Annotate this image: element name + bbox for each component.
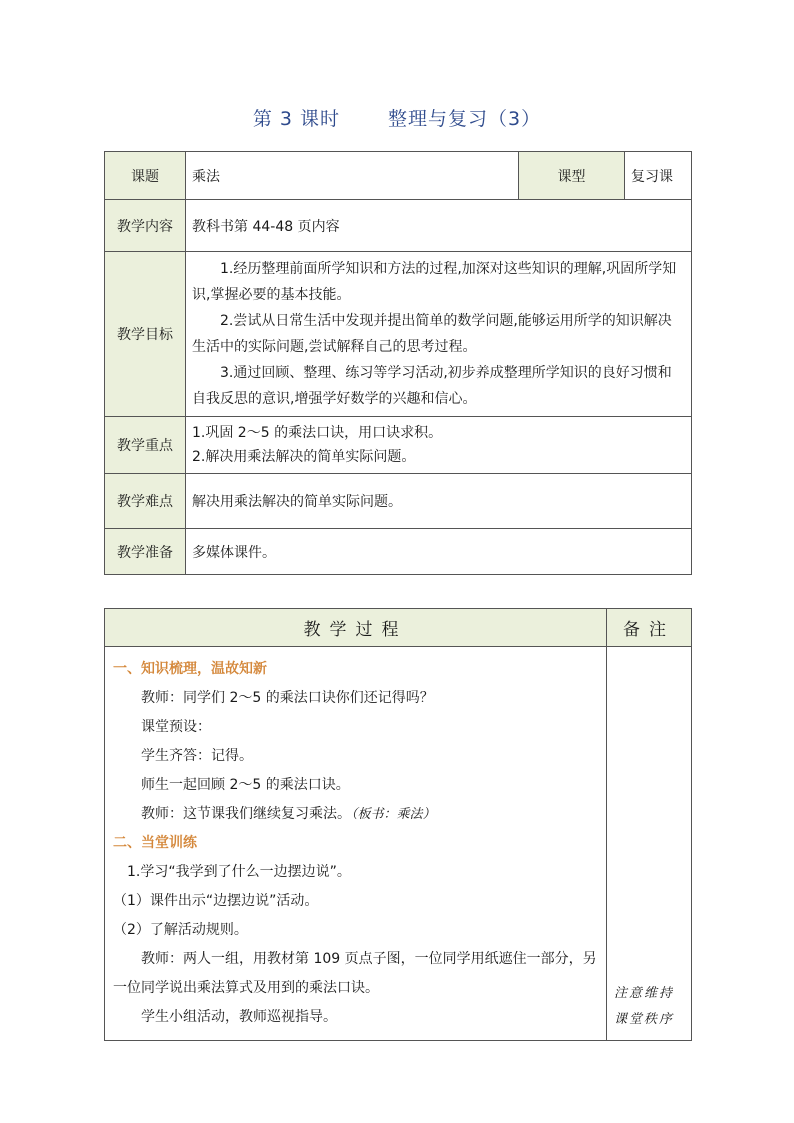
prep-row: [105, 529, 692, 575]
objective-item: 2.尝试从日常生活中发现并提出简单的数学问题,能够运用所学的知识解决生活中的实际问题,尝试解释自己的思考过程。: [192, 313, 672, 355]
lesson-topic: 整理与复习（3）: [388, 108, 542, 130]
keypoints-label: 教学重点: [105, 417, 186, 474]
objectives-cell: [186, 252, 692, 417]
board-note: （板书：乘法）: [351, 807, 436, 822]
student-activity: 学生小组活动，教师巡视指导。: [141, 1009, 337, 1025]
page-title: [0, 104, 794, 131]
content-label: 教学内容: [105, 200, 186, 252]
process-line: 学生齐答：记得。: [141, 748, 253, 764]
lesson-number: 第 3 课时: [252, 108, 341, 130]
process-line-text: 教师：这节课我们继续复习乘法。: [141, 806, 351, 822]
prep-value: 多媒体课件。: [186, 529, 692, 575]
process-line: [113, 800, 598, 829]
process-content: [105, 647, 607, 1041]
note-text: 注意维持课堂秩序: [614, 986, 675, 1027]
process-body-row: [105, 647, 692, 1041]
objective-item: 3.通过回顾、整理、练习等学习活动,初步养成整理所学知识的良好习惯和自我反思的意识,增强学好数学的兴趣和信心。: [192, 365, 672, 407]
section-2-title: 二、当堂训练: [113, 835, 197, 851]
activity-title: 1.学习“我学到了什么一边摆边说”。: [127, 864, 351, 880]
process-line: 教师：同学们 2～5 的乘法口诀你们还记得吗？: [141, 690, 434, 706]
section-1-title: 一、知识梳理，温故知新: [113, 661, 267, 677]
type-label: 课型: [519, 152, 625, 200]
keypoints-cell: [186, 417, 692, 474]
process-header-row: [105, 609, 692, 647]
keypoints-row: [105, 417, 692, 474]
objectives-label: 教学目标: [105, 252, 186, 417]
difficulty-label: 教学难点: [105, 474, 186, 529]
prep-label: 教学准备: [105, 529, 186, 575]
content-row: [105, 200, 692, 252]
teaching-process-table: [104, 608, 692, 1041]
keypoint-item: 2.解决用乘法解决的简单实际问题。: [192, 449, 416, 465]
topic-value: 乘法: [186, 152, 519, 200]
objectives-row: [105, 252, 692, 417]
teacher-instruction: 教师：两人一组，用教材第 109 页点子图，一位同学用纸遮住一部分，另一位同学说出乘法算式及用到的乘法口诀。: [113, 951, 597, 996]
notes-cell: [607, 647, 692, 1041]
topic-row: [105, 152, 692, 200]
objective-item: 1.经历整理前面所学知识和方法的过程,加深对这些知识的理解,巩固所学知识,掌握必要的基本技能。: [192, 261, 677, 303]
content-value: 教科书第 44-48 页内容: [186, 200, 692, 252]
lesson-info-table: [104, 151, 692, 575]
process-line: 课堂预设：: [141, 719, 211, 735]
type-value: 复习课: [625, 152, 692, 200]
notes-header: 备注: [607, 609, 692, 647]
difficulty-row: [105, 474, 692, 529]
process-line: 师生一起回顾 2～5 的乘法口诀。: [141, 777, 350, 793]
activity-step: （2）了解活动规则。: [113, 922, 248, 938]
difficulty-value: 解决用乘法解决的简单实际问题。: [186, 474, 692, 529]
process-header: 教学过程: [105, 609, 607, 647]
topic-label: 课题: [105, 152, 186, 200]
keypoint-item: 1.巩固 2～5 的乘法口诀，用口诀求积。: [192, 425, 443, 441]
activity-step: （1）课件出示“边摆边说”活动。: [113, 893, 319, 909]
